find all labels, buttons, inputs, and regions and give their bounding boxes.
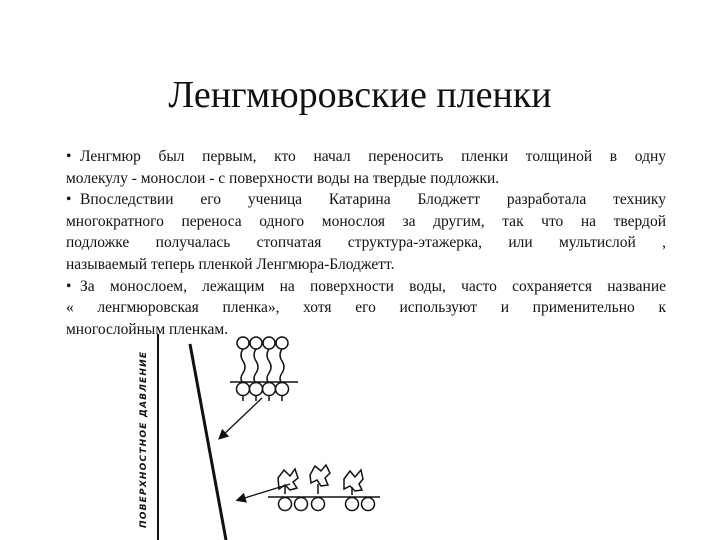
condensed-monolayer-illustration <box>230 337 298 401</box>
isotherm-curve <box>190 344 226 540</box>
bullet-icon: • <box>66 191 72 209</box>
paragraph-text: За монослоем, лежащим на поверхности воды, часто сохраняется название <box>80 277 666 295</box>
paragraph-2-line-3: подложке получалась стопчатая структура-этажерка, или мультислой , <box>66 234 666 252</box>
paragraph-3-line-3: многослойным пленкам. <box>66 320 229 338</box>
paragraph-2-line-1 <box>66 189 666 211</box>
y-axis-label: ПОВЕРХНОСТНОЕ ДАВЛЕНИЕ <box>139 350 149 528</box>
paragraph-1-line-1 <box>66 146 666 168</box>
paragraph-1-line-2: молекулу - монослои - с поверхности воды на твердые подложки. <box>66 169 500 187</box>
paragraph-2-line-2: многократного переноса одного монослоя за другим, так что на твердой <box>66 212 666 230</box>
body-text <box>66 146 666 340</box>
paragraph-text: Ленгмюр был первым, кто начал переносить пленки толщиной в одну <box>80 148 666 165</box>
paragraph-3-line-1 <box>66 276 666 298</box>
bullet-icon: • <box>66 148 72 165</box>
arrow-condensed <box>220 398 262 438</box>
expanded-monolayer-illustration <box>268 465 380 511</box>
paragraph-3-line-2: « ленгмюровская пленка», хотя его используют и применительно к <box>66 299 666 317</box>
paragraph-text: Впоследствии его ученица Катарина Блоджетт разработала технику <box>80 191 666 209</box>
slide-title: Ленгмюровские пленки <box>168 74 552 116</box>
bullet-icon: • <box>66 277 72 295</box>
isotherm-figure <box>120 334 410 540</box>
paragraph-2-line-4: называемый теперь пленкой Ленгмюра-Блоджетт. <box>66 255 395 273</box>
